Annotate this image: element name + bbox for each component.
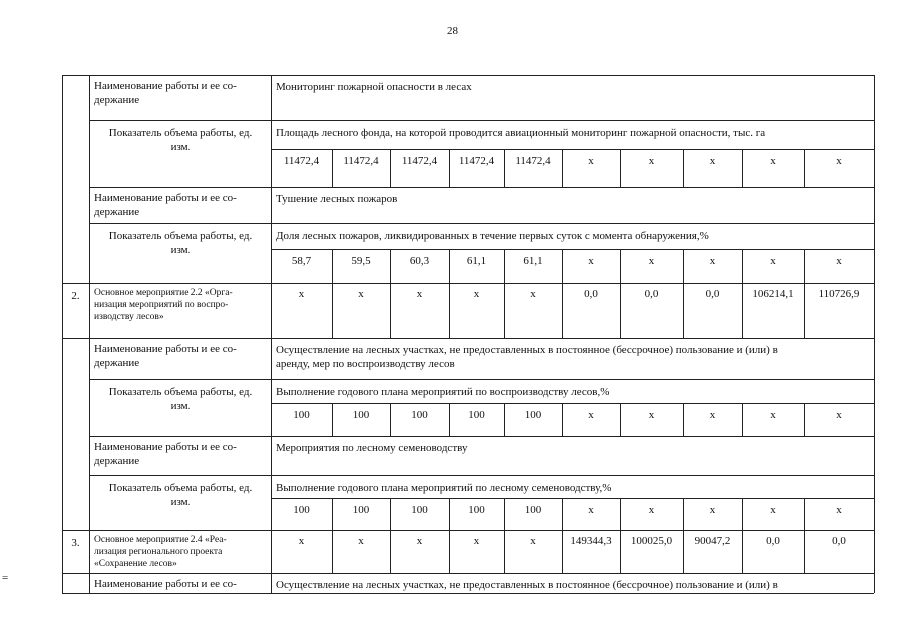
value-cell: x	[648, 255, 655, 267]
table-border-bottom	[62, 593, 874, 594]
row-divider	[89, 475, 874, 476]
value-cell: 149344,3	[570, 535, 612, 547]
row-text: Тушение лесных пожаров	[276, 193, 398, 205]
value-cell: 11472,4	[343, 155, 379, 167]
row-divider	[89, 436, 874, 437]
value-cell: 100	[352, 409, 370, 421]
row-divider	[271, 149, 874, 150]
table-border-top	[62, 75, 874, 76]
value-cell: x	[836, 504, 842, 516]
value-cell: 100	[524, 504, 542, 516]
value-cell: 100	[524, 409, 542, 421]
value-cell: x	[648, 155, 655, 167]
row-text: Доля лесных пожаров, ликвидированных в течение первых суток с момента обнаружения,%	[276, 230, 709, 242]
row-divider	[271, 249, 874, 250]
value-cell: 100	[411, 409, 428, 421]
value-cell: x	[709, 504, 716, 516]
value-cell: 90047,2	[694, 535, 731, 547]
value-cell: 11472,4	[515, 155, 551, 167]
row-divider	[89, 120, 874, 121]
margin-mark: =	[2, 572, 9, 584]
value-cell: x	[416, 535, 423, 547]
value-cell: x	[473, 288, 480, 300]
row-label: Показатель объема работы, ед. изм.	[108, 230, 253, 256]
value-cell: 0,0	[766, 535, 780, 547]
row-label: Наименование работы и ее со- держание	[94, 441, 237, 467]
value-cell: x	[416, 288, 423, 300]
value-cell: 110726,9	[818, 288, 860, 300]
row-label: Показатель объема работы, ед. изм.	[108, 127, 253, 153]
row-text: Выполнение годового плана мероприятий по лесному семеноводству,%	[276, 482, 612, 494]
row-divider	[89, 379, 874, 380]
row-divider	[62, 338, 874, 339]
value-cell: x	[588, 504, 594, 516]
column-divider	[89, 75, 90, 593]
row-label: Показатель объема работы, ед. изм.	[108, 386, 253, 412]
value-cell: x	[588, 255, 594, 267]
value-cell: x	[770, 409, 776, 421]
value-cell: 100	[293, 504, 310, 516]
row-text: Мероприятия по лесному семеноводству	[276, 442, 468, 454]
value-cell: 11472,4	[283, 155, 320, 167]
row-label: Наименование работы и ее со- держание	[94, 192, 237, 218]
value-cell: x	[709, 255, 716, 267]
row-text: Выполнение годового плана мероприятий по воспроизводству лесов,%	[276, 386, 610, 398]
value-cell: 0,0	[584, 288, 598, 300]
value-cell: x	[530, 535, 536, 547]
value-cell: x	[836, 155, 842, 167]
value-cell: x	[709, 155, 716, 167]
value-cell: 58,7	[291, 255, 312, 267]
value-cell: x	[358, 288, 364, 300]
row-label: Основное мероприятие 2.2 «Орга- низация мероприятий по воспро- изводству лесов»	[94, 288, 233, 322]
row-text: Площадь лесного фонда, на которой проводится авиационный мониторинг пожарной опасности, тыс. га	[276, 127, 766, 139]
value-cell: x	[836, 255, 842, 267]
value-cell: x	[836, 409, 842, 421]
data-table	[62, 75, 874, 593]
value-cell: x	[770, 255, 776, 267]
value-cell: 11472,4	[458, 155, 495, 167]
row-label: Наименование работы и ее со- держание	[94, 80, 237, 106]
value-cell: x	[588, 155, 594, 167]
value-cell: 106214,1	[752, 288, 794, 300]
value-cell: 61,1	[466, 255, 487, 267]
value-cell: x	[648, 504, 655, 516]
value-cell: 61,1	[523, 255, 543, 267]
value-cell: x	[358, 535, 364, 547]
row-text: Мониторинг пожарной опасности в лесах	[276, 81, 472, 93]
value-cell: 0,0	[705, 288, 720, 300]
table-border-right	[874, 75, 875, 593]
value-cell: x	[770, 504, 776, 516]
value-cell: x	[588, 409, 594, 421]
row-label: Показатель объема работы, ед. изм.	[108, 482, 253, 508]
value-cell: x	[648, 409, 655, 421]
value-cell: 60,3	[409, 255, 430, 267]
value-cell: x	[298, 288, 305, 300]
value-cell: 100	[293, 409, 310, 421]
value-cell: 100025,0	[630, 535, 673, 547]
row-divider	[62, 283, 874, 284]
row-number: 3.	[71, 537, 80, 549]
row-label: Наименование работы и ее со-	[94, 578, 237, 590]
value-cell: 59,5	[351, 255, 371, 267]
row-divider	[89, 223, 874, 224]
row-divider	[271, 403, 874, 404]
page-number: 28	[447, 25, 458, 37]
row-divider	[271, 498, 874, 499]
row-label: Основное мероприятие 2.4 «Реа- лизация регионального проекта «Сохранение лесов»	[94, 535, 227, 569]
value-cell: 100	[411, 504, 428, 516]
value-cell: 100	[352, 504, 370, 516]
value-cell: x	[709, 409, 716, 421]
value-cell: 0,0	[644, 288, 659, 300]
row-label: Наименование работы и ее со- держание	[94, 343, 237, 369]
row-divider	[89, 187, 874, 188]
value-cell: 11472,4	[401, 155, 438, 167]
value-cell: x	[770, 155, 776, 167]
value-cell: x	[473, 535, 480, 547]
table-border-left	[62, 75, 63, 593]
value-cell: 100	[468, 409, 485, 421]
value-cell: 100	[468, 504, 485, 516]
row-number: 2.	[71, 290, 80, 302]
row-text: Осуществление на лесных участках, не предоставленных в постоянное (бессрочное) пользование и (или) в аренду, мер по воспроизводству лесов	[276, 344, 778, 370]
row-divider	[62, 530, 874, 531]
value-cell: x	[530, 288, 536, 300]
value-cell: 0,0	[832, 535, 846, 547]
value-cell: x	[298, 535, 305, 547]
row-divider	[62, 573, 874, 574]
row-text: Осуществление на лесных участках, не предоставленных в постоянное (бессрочное) пользование и (или) в	[276, 579, 778, 591]
